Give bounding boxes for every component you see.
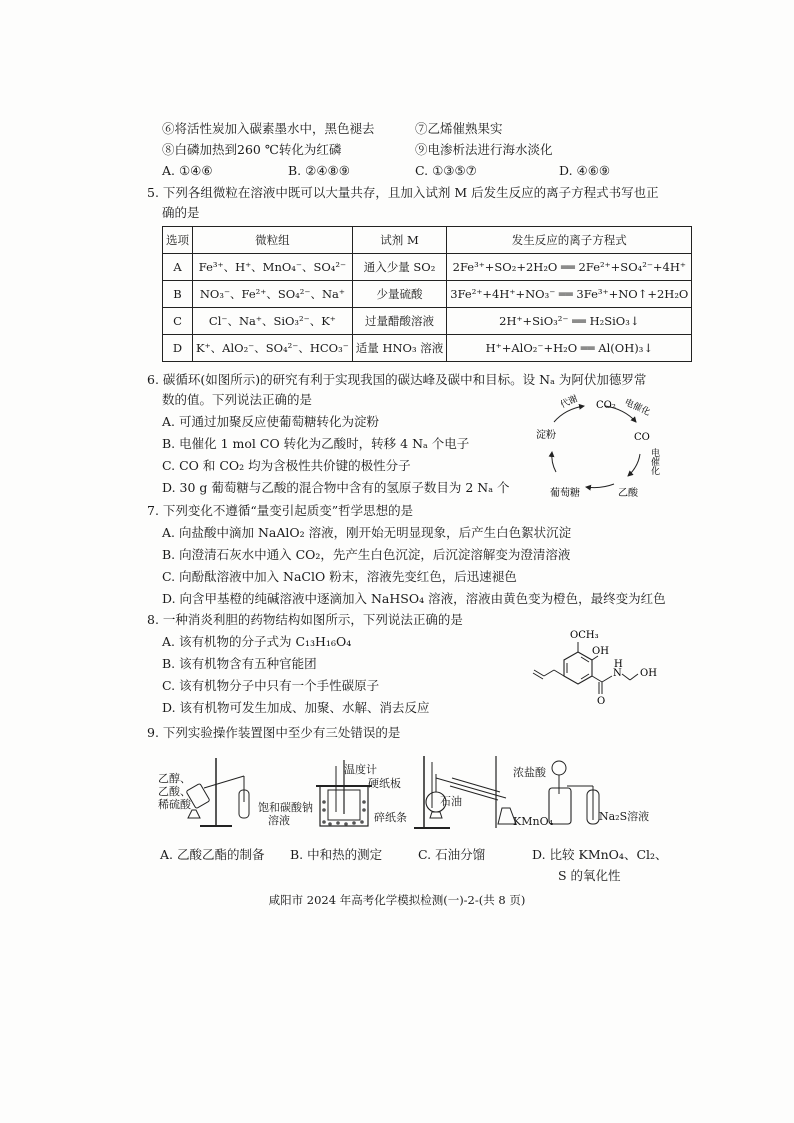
dropping-funnel — [552, 761, 566, 775]
q8-stem: 8. 一种消炎利胆的药物结构如图所示，下列说法正确的是 — [147, 612, 463, 627]
a-label-solution: 溶液 — [268, 814, 290, 827]
q7-option-b: B. 向澄清石灰水中通入 CO₂，先产生白色沉淀，后沉淀溶解变为澄清溶液 — [162, 547, 571, 562]
table-cell: 通入少量 SO₂ — [352, 254, 446, 281]
table-cell: 少量硫酸 — [352, 281, 446, 308]
carbonyl-oxygen-label: O — [597, 696, 606, 707]
cycle-arrow — [628, 454, 640, 476]
q5-stem-line1: 5. 下列各组微粒在溶液中既可以大量共存，且加入试剂 M 后发生反应的离子方程式书写也正 — [147, 185, 659, 200]
benzene-ring — [564, 652, 592, 684]
d-label-kmno4: KMnO₄ — [513, 815, 553, 828]
q5-stem-line2: 确的是 — [162, 205, 200, 220]
a-label-ethanol: 乙醇、 — [158, 772, 191, 785]
c-label-petroleum: 石油 — [440, 795, 462, 808]
table-header: 微粒组 — [193, 227, 353, 254]
q6-option-b: B. 电催化 1 mol CO 转化为乙酸时，转移 4 Nₐ 个电子 — [162, 436, 470, 451]
q7-option-d: D. 向含甲基橙的纯碱溶液中逐滴加入 NaHSO₄ 溶液，溶液由黄色变为橙色，最终变为红色 — [162, 591, 666, 606]
q4-option-a: A. ①④⑥ — [162, 163, 213, 178]
methoxy-label: OCH₃ — [570, 630, 599, 641]
table-cell: 2H⁺+SiO₃²⁻ ══ H₂SiO₃↓ — [447, 308, 692, 335]
q6-stem-line1: 6. 碳循环(如图所示)的研究有利于实现我国的碳达峰及碳中和目标。设 Nₐ 为阿伏加德罗常 — [147, 372, 647, 387]
q8-option-a: A. 该有机物的分子式为 C₁₃H₁₆O₄ — [162, 634, 352, 649]
b-label-cardboard: 硬纸板 — [368, 777, 401, 790]
q8-option-b: B. 该有机物含有五种官能团 — [162, 656, 317, 671]
carbon-cycle-diagram — [530, 392, 670, 502]
table-cell: 2Fe³⁺+SO₂+2H₂O ══ 2Fe²⁺+SO₄²⁻+4H⁺ — [447, 254, 692, 281]
d-label-na2s: Na₂S溶液 — [599, 810, 650, 823]
q6-option-a: A. 可通过加聚反应使葡萄糖转化为淀粉 — [162, 414, 379, 429]
a-label-sodium-carbonate: 饱和碳酸钠 — [258, 801, 313, 814]
q7-option-c: C. 向酚酞溶液中加入 NaClO 粉末，溶液先变红色，后迅速褪色 — [162, 569, 517, 584]
table-header: 发生反应的离子方程式 — [447, 227, 692, 254]
q6-option-d: D. 30 g 葡萄糖与乙酸的混合物中含有的氢原子数目为 2 Nₐ 个 — [162, 480, 510, 495]
q5-options-table — [162, 226, 692, 362]
amide-n-label: N — [613, 668, 622, 679]
table-cell: Fe³⁺、H⁺、MnO₄⁻、SO₄²⁻ — [193, 254, 353, 281]
q8-option-d: D. 该有机物可发生加成、加聚、水解、消去反应 — [162, 700, 430, 715]
node-co2: CO₂ — [596, 400, 616, 411]
q7-stem: 7. 下列变化不遵循“量变引起质变”哲学思想的是 — [147, 503, 414, 518]
caption-d-line1: D. 比较 KMnO₄、Cl₂、 — [532, 847, 668, 862]
caption-b: B. 中和热的测定 — [290, 847, 383, 862]
cycle-arrow — [586, 484, 614, 488]
b-label-paper-strips: 碎纸条 — [374, 811, 407, 824]
table-cell: 适量 HNO₃ 溶液 — [352, 335, 446, 362]
q4-item-9: ⑨电渗析法进行海水淡化 — [415, 142, 553, 157]
caption-c: C. 石油分馏 — [418, 847, 486, 862]
cycle-arrow — [554, 406, 584, 422]
table-cell: H⁺+AlO₂⁻+H₂O ══ Al(OH)₃↓ — [447, 335, 692, 362]
caption-d-line2: S 的氧化性 — [558, 868, 621, 883]
q4-option-b: B. ②④⑧⑨ — [288, 163, 350, 178]
node-glucose: 葡萄糖 — [550, 488, 580, 499]
node-acetic-acid: 乙酸 — [618, 488, 638, 499]
table-header: 选项 — [163, 227, 193, 254]
table-cell: B — [163, 281, 193, 308]
q4-option-c: C. ①③⑤⑦ — [415, 163, 477, 178]
table-cell: K⁺、AlO₂⁻、SO₄²⁻、HCO₃⁻ — [193, 335, 353, 362]
q7-option-a: A. 向盐酸中滴加 NaAlO₂ 溶液，刚开始无明显现象，后产生白色絮状沉淀 — [162, 525, 572, 540]
q4-item-6: ⑥将活性炭加入碳素墨水中，黑色褪去 — [162, 121, 375, 136]
cycle-arrow — [552, 452, 556, 472]
table-header: 试剂 M — [352, 227, 446, 254]
q6-stem-line2: 数的值。下列说法正确的是 — [162, 392, 313, 407]
page-footer: 咸阳市 2024 年高考化学模拟检测(一)-2-(共 8 页) — [268, 893, 526, 907]
table-cell: 过量醋酸溶液 — [352, 308, 446, 335]
a-label-sulfuric: 稀硫酸 — [158, 798, 191, 811]
table-cell: A — [163, 254, 193, 281]
table-row — [163, 254, 692, 281]
q6-option-c: C. CO 和 CO₂ 均为含极性共价键的极性分子 — [162, 458, 411, 473]
node-co: CO — [634, 432, 650, 443]
node-starch: 淀粉 — [536, 430, 556, 441]
q8-option-c: C. 该有机物分子中只有一个手性碳原子 — [162, 678, 380, 693]
b-label-thermometer: 温度计 — [344, 763, 377, 776]
amide-h-label: H — [614, 659, 623, 670]
table-row — [163, 308, 692, 335]
edge-label-electrocatalysis: 电催化 — [622, 397, 652, 419]
table-row — [163, 281, 692, 308]
table-header-row — [163, 227, 692, 254]
q4-item-8: ⑧白磷加热到260 ℃转化为红磷 — [162, 142, 342, 157]
caption-a: A. 乙酸乙酯的制备 — [160, 847, 265, 862]
q4-option-d: D. ④⑥⑨ — [559, 163, 611, 178]
table-cell: 3Fe²⁺+4H⁺+NO₃⁻ ══ 3Fe³⁺+NO↑+2H₂O — [447, 281, 692, 308]
hydroxyl-label: OH — [592, 646, 609, 657]
q9-stem: 9. 下列实验操作装置图中至少有三处错误的是 — [147, 725, 401, 740]
table-cell: D — [163, 335, 193, 362]
a-label-acetic: 乙酸、 — [158, 785, 191, 798]
table-cell: NO₃⁻、Fe²⁺、SO₄²⁻、Na⁺ — [193, 281, 353, 308]
edge-label-electrocatalysis-2: 电催化 — [649, 448, 659, 475]
apparatus-c-distillation — [410, 752, 525, 832]
molecule-structure — [530, 624, 662, 716]
table-cell: Cl⁻、Na⁺、SiO₃²⁻、K⁺ — [193, 308, 353, 335]
table-row — [163, 335, 692, 362]
q4-item-7: ⑦乙烯催熟果实 — [415, 121, 503, 136]
edge-label-metabolism: 代谢 — [559, 394, 580, 411]
terminal-oh-label: OH — [640, 668, 657, 679]
d-label-conc-hcl: 浓盐酸 — [513, 766, 546, 779]
table-cell: C — [163, 308, 193, 335]
